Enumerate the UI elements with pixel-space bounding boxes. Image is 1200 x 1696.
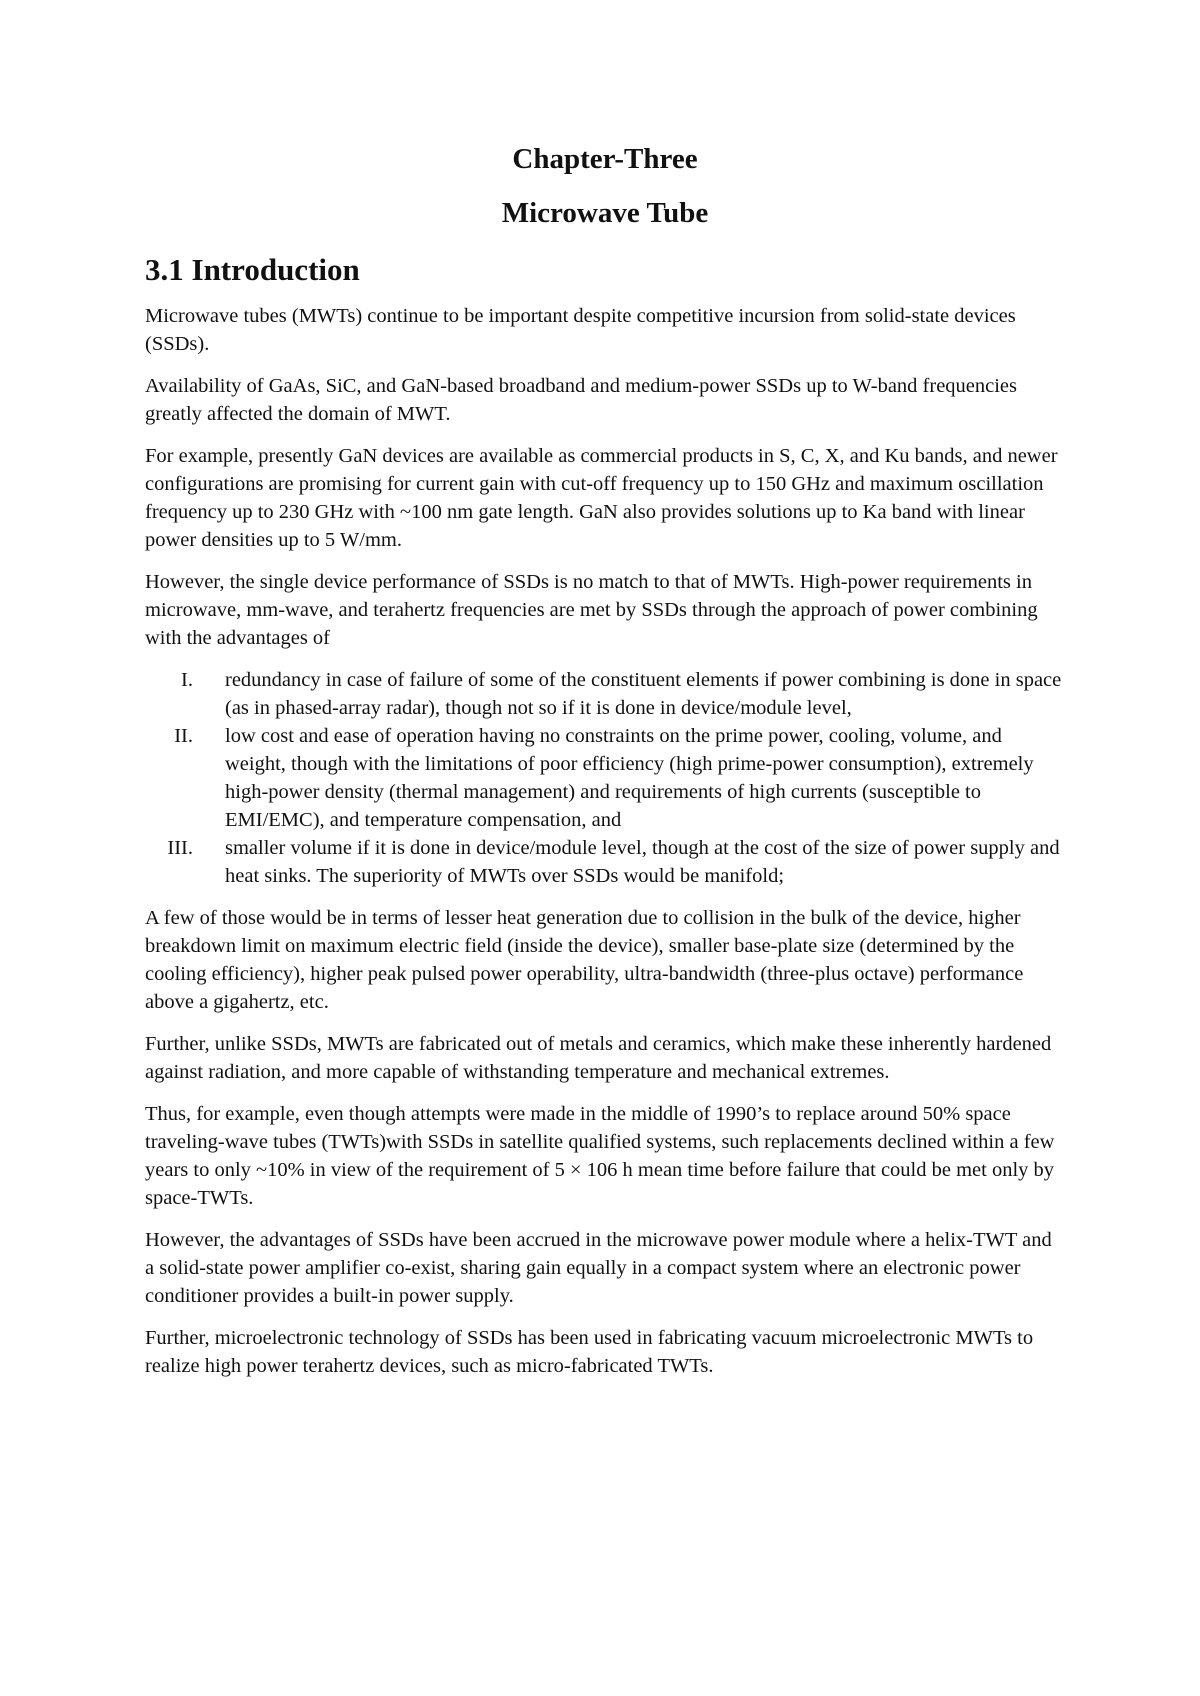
paragraph: A few of those would be in terms of lesser heat generation due to collision in the bulk of the device, higher breakdown limit on maximum electric field (inside the device), smaller base-plate size (determined by the cooling efficiency), higher peak pulsed power operability, ultra-bandwidth (three-plus octave) performance above a gigahertz, etc. — [145, 907, 1024, 1013]
paragraph: Microwave tubes (MWTs) continue to be important despite competitive incursion from solid-state devices (SSDs). — [145, 305, 1016, 355]
list-item-text: redundancy in case of failure of some of the constituent elements if power combining is done in space (as in phased-array radar), though not so if it is done in device/module level, — [225, 669, 1062, 719]
paragraph: For example, presently GaN devices are available as commercial products in S, C, X, and Ku bands, and newer configurations are promising for current gain with cut-off frequency up to 150 GHz and maximum oscillation frequency up to 230 GHz with ~100 nm gate length. GaN also provides solutions up to Ka band with linear power densities up to 5 W/mm. — [145, 445, 1058, 551]
advantages-list — [145, 666, 1065, 890]
section-heading: 3.1 Introduction — [145, 252, 360, 287]
document-page — [145, 140, 1065, 1394]
list-item-text: low cost and ease of operation having no constraints on the prime power, cooling, volume, and weight, though with the limitations of poor efficiency (high prime-power consumption), extremely high-power density (thermal management) and requirements of high currents (susceptible to EMI/EMC), and temperature compensation, and — [225, 725, 1034, 831]
paragraph: Availability of GaAs, SiC, and GaN-based broadband and medium-power SSDs up to W-band frequencies greatly affected the domain of MWT. — [145, 375, 1018, 425]
paragraph: However, the advantages of SSDs have been accrued in the microwave power module where a helix-TWT and a solid-state power amplifier co-exist, sharing gain equally in a compact system where an electronic power conditioner provides a built-in power supply. — [145, 1229, 1052, 1307]
list-item-text: smaller volume if it is done in device/module level, though at the cost of the size of power supply and heat sinks. The superiority of MWTs over SSDs would be manifold; — [225, 837, 1060, 887]
paragraph: However, the single device performance of SSDs is no match to that of MWTs. High-power requirements in microwave, mm-wave, and terahertz frequencies are met by SSDs through the approach of power combining with the advantages of — [145, 571, 1038, 649]
paragraph: Further, unlike SSDs, MWTs are fabricated out of metals and ceramics, which make these inherently hardened against radiation, and more capable of withstanding temperature and mechanical extremes. — [145, 1033, 1052, 1083]
chapter-title: Chapter-Three — [512, 143, 698, 175]
chapter-subtitle: Microwave Tube — [501, 197, 709, 229]
list-marker: III. — [167, 837, 193, 859]
list-marker: I. — [181, 669, 193, 691]
list-item — [145, 666, 1065, 722]
list-item — [145, 834, 1065, 890]
paragraph: Further, microelectronic technology of SSDs has been used in fabricating vacuum microelectronic MWTs to realize high power terahertz devices, such as micro-fabricated TWTs. — [145, 1327, 1034, 1377]
list-item — [145, 722, 1065, 834]
paragraph: Thus, for example, even though attempts were made in the middle of 1990’s to replace around 50% space traveling-wave tubes (TWTs)with SSDs in satellite qualified systems, such replacements declined within a few years to only ~10% in view of the requirement of 5 × 106 h mean time before failure that could be met only by space-TWTs. — [145, 1103, 1055, 1209]
list-marker: II. — [174, 725, 193, 747]
